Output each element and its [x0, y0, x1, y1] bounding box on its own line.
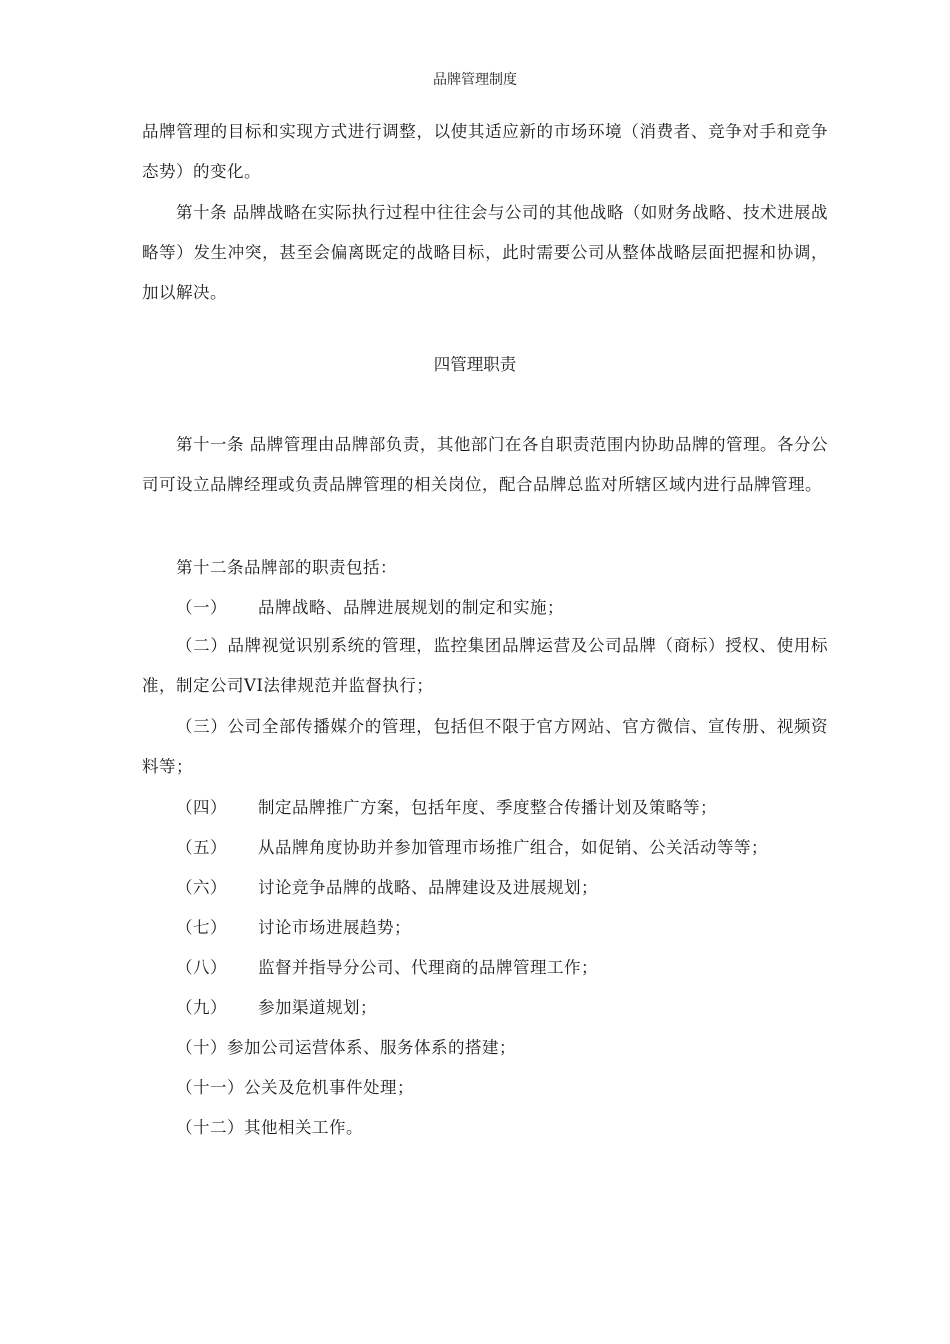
list-item	[176, 1116, 363, 1140]
list-item-text: 公关及危机事件处理；	[244, 1078, 414, 1097]
list-item-text: 品牌视觉识别系统的管理，监控集团品牌运营及公司品牌（商标）授权、使用标准，制定公司VI法律规范并监督执行；	[142, 636, 829, 695]
list-item	[176, 796, 717, 820]
list-item	[176, 916, 411, 940]
list-item-text: 参加渠道规划；	[258, 998, 377, 1017]
paragraph-continuation: 品牌管理的目标和实现方式进行调整，以使其适应新的市场环境（消费者、竞争对手和竞争态势）的变化。	[142, 122, 828, 181]
paragraph-article-10: 第十条 品牌战略在实际执行过程中往往会与公司的其他战略（如财务战略、技术进展战略等）发生冲突，甚至会偏离既定的战略目标，此时需要公司从整体战略层面把握和协调，加以解决。	[142, 203, 828, 302]
list-item-text: 制定品牌推广方案，包括年度、季度整合传播计划及策略等；	[258, 798, 717, 817]
list-item-text: 从品牌角度协助并参加管理市场推广组合，如促销、公关活动等等；	[258, 838, 768, 857]
list-item-number: （八）	[176, 958, 227, 977]
list-item	[176, 876, 598, 900]
list-item-text: 参加公司运营体系、服务体系的搭建；	[227, 1038, 516, 1057]
list-item-number: （十）	[176, 1038, 227, 1057]
paragraph-article-11: 第十一条 品牌管理由品牌部负责，其他部门在各自职责范围内协助品牌的管理。各分公司可设立品牌经理或负责品牌管理的相关岗位，配合品牌总监对所辖区域内进行品牌管理。	[142, 435, 828, 494]
list-item	[176, 836, 768, 860]
list-item-number: （二）	[176, 636, 228, 655]
list-item	[176, 996, 377, 1020]
list-item-number: （四）	[176, 798, 227, 817]
list-item-number: （十一）	[176, 1078, 244, 1097]
list-item	[142, 626, 828, 706]
list-item-number: （七）	[176, 918, 227, 937]
list-item-text: 讨论市场进展趋势；	[258, 918, 411, 937]
list-item-text: 其他相关工作。	[244, 1118, 363, 1137]
section-title-management-duties: 四管理职责	[433, 355, 517, 374]
list-item	[176, 1076, 414, 1100]
list-item-text: 监督并指导分公司、代理商的品牌管理工作；	[258, 958, 598, 977]
list-item-number: （十二）	[176, 1118, 244, 1137]
list-item-number: （九）	[176, 998, 227, 1017]
page-header-title: 品牌管理制度	[433, 72, 517, 88]
list-item	[142, 707, 828, 787]
list-item	[176, 956, 598, 980]
list-item	[176, 596, 564, 620]
list-item-text: 品牌战略、品牌进展规划的制定和实施；	[258, 598, 564, 617]
list-item-number: （六）	[176, 878, 227, 897]
list-item-number: （三）	[176, 717, 228, 736]
list-item-number: （五）	[176, 838, 227, 857]
list-item-text: 公司全部传播媒介的管理，包括但不限于官方网站、官方微信、宣传册、视频资料等；	[142, 717, 829, 776]
list-item	[176, 1036, 516, 1060]
paragraph-article-12-intro: 第十二条品牌部的职责包括：	[176, 558, 397, 577]
list-item-number: （一）	[176, 598, 227, 617]
list-item-text: 讨论竞争品牌的战略、品牌建设及进展规划；	[258, 878, 598, 897]
